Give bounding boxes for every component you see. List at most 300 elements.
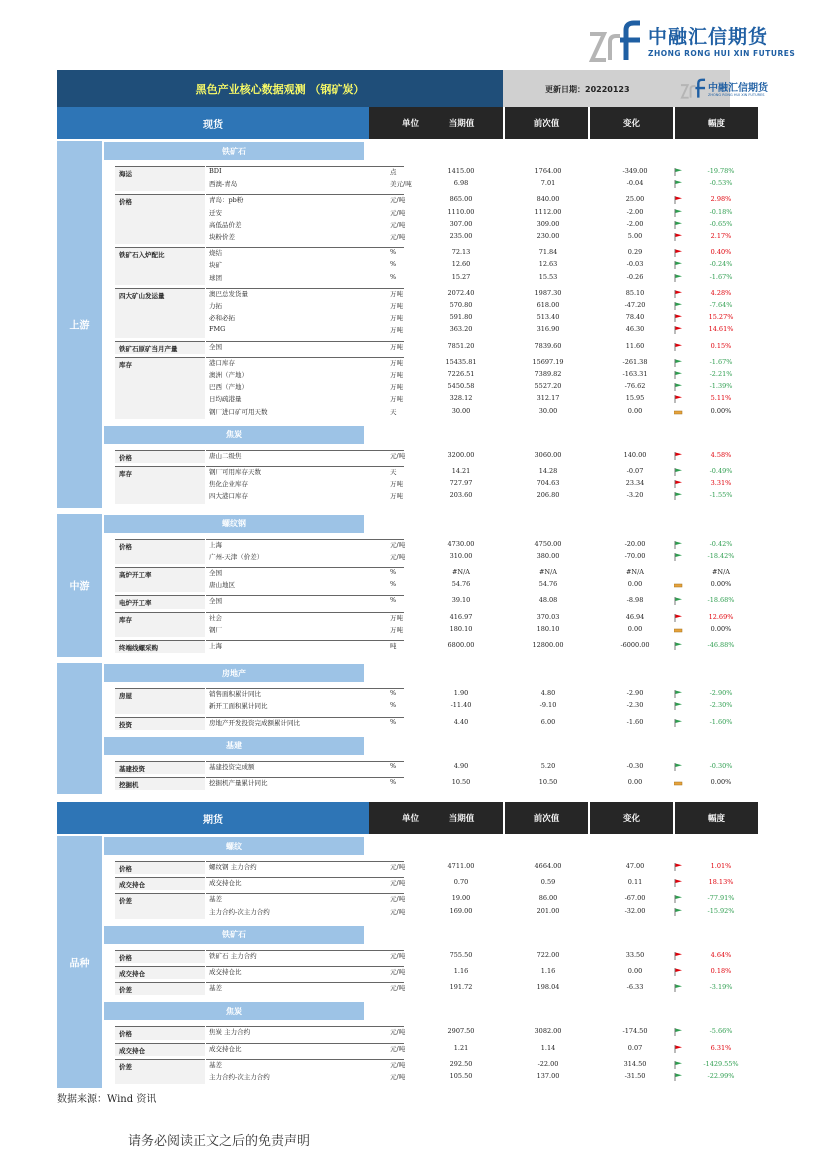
- row-unit: %: [390, 568, 397, 576]
- row-name: 上海: [209, 642, 222, 650]
- table-row: [206, 777, 759, 789]
- row-pct: -1.67%: [709, 272, 733, 281]
- row-change: -0.26: [626, 272, 644, 281]
- row-pct: 0.15%: [710, 341, 732, 350]
- side-category-label: 中游: [69, 581, 90, 593]
- row-previous: 7839.60: [534, 341, 562, 350]
- row-current: 235.00: [449, 232, 473, 240]
- row-previous: 198.04: [536, 983, 560, 992]
- row-change: -0.30: [626, 761, 644, 770]
- row-name: 全国: [209, 597, 222, 606]
- table-row: [206, 207, 759, 219]
- row-name: 主力合约-次主力合约: [209, 1073, 270, 1081]
- group-label: [115, 1043, 205, 1056]
- row-previous: 1112.00: [534, 207, 562, 216]
- row-change: 23.34: [625, 479, 645, 488]
- row-unit: %: [390, 248, 397, 257]
- flag-down-icon: [674, 690, 683, 698]
- brand-name-cn: 中融汇信期货: [648, 26, 769, 48]
- row-change: 85.10: [625, 288, 645, 297]
- row-unit: 万吨: [390, 342, 403, 351]
- column-header-previous: 前次值: [505, 802, 588, 834]
- row-change: 78.40: [625, 313, 645, 322]
- row-previous: 1.16: [540, 967, 556, 975]
- row-unit: 万吨: [390, 625, 403, 634]
- side-category: [57, 836, 102, 1088]
- row-current: 2072.40: [447, 288, 475, 297]
- row-name: 基差: [209, 1060, 222, 1069]
- row-pct: 18.13%: [708, 878, 734, 887]
- row-change: 11.60: [625, 341, 645, 350]
- row-name: 钢厂进口矿可用天数: [209, 407, 268, 416]
- row-pct: -3.19%: [709, 983, 733, 992]
- section-title: 焦炭: [104, 1002, 364, 1020]
- row-previous: 14.28: [538, 467, 558, 475]
- row-pct: 14.61%: [708, 325, 734, 334]
- flag-down-icon: [674, 1073, 683, 1081]
- row-name: 基建投资完成额: [209, 762, 255, 771]
- row-pct: 0.00%: [710, 778, 732, 786]
- row-name: 钢厂可用库存天数: [209, 468, 261, 476]
- flag-down-icon: [674, 597, 683, 605]
- row-previous: 54.76: [538, 580, 558, 589]
- table-row: [206, 247, 759, 259]
- row-change: -70.00: [624, 551, 646, 560]
- group-label: [115, 688, 205, 713]
- row-previous: 15.53: [538, 272, 558, 281]
- table-row: [206, 761, 759, 773]
- row-current: 6800.00: [447, 641, 475, 649]
- row-name: 成交持仓比: [209, 879, 242, 888]
- table-row: [206, 312, 759, 324]
- flag-down-icon: [674, 261, 683, 269]
- row-unit: 元/吨: [390, 951, 406, 960]
- row-name: 基差: [209, 895, 222, 904]
- row-change: -2.00: [626, 207, 644, 216]
- row-previous: 722.00: [536, 950, 560, 959]
- row-pct: 0.00%: [710, 624, 732, 633]
- group-label: [115, 450, 205, 463]
- flag-down-icon: [674, 371, 683, 379]
- row-change: 0.29: [627, 248, 643, 257]
- row-pct: 0.00%: [710, 580, 732, 589]
- row-unit: 元/吨: [390, 552, 406, 561]
- row-unit: 万吨: [390, 371, 403, 379]
- group-label: [115, 761, 205, 774]
- row-change: 0.00: [627, 624, 643, 633]
- group-label-text: 成交持仓: [119, 881, 145, 890]
- flag-up-icon: [674, 395, 683, 403]
- row-change: 314.50: [623, 1059, 647, 1068]
- row-unit: 万吨: [390, 383, 403, 392]
- row-change: -6.33: [626, 983, 644, 992]
- flag-down-icon: [674, 984, 683, 992]
- row-change: -67.00: [624, 894, 646, 903]
- section-title: 铁矿石: [104, 926, 364, 944]
- row-current: 14.21: [451, 467, 471, 475]
- group-label-text: 价差: [119, 986, 132, 995]
- table-row: [206, 567, 759, 579]
- group-label-text: 价格: [119, 1030, 132, 1039]
- row-current: 15.27: [451, 272, 471, 281]
- row-unit: 点: [390, 168, 397, 176]
- row-current: 19.00: [451, 894, 471, 903]
- group-label: [115, 861, 205, 874]
- row-unit: %: [390, 778, 397, 786]
- row-name: 广州-天津（价差）: [209, 552, 264, 561]
- row-unit: 元/吨: [390, 984, 406, 993]
- row-previous: 4750.00: [534, 539, 562, 548]
- row-previous: 1.14: [540, 1043, 556, 1052]
- row-pct: -1.55%: [709, 491, 733, 500]
- row-pct: -1.60%: [709, 717, 733, 726]
- mini-brand-name-cn: 中融汇信期货: [708, 83, 768, 94]
- row-pct: -0.53%: [709, 179, 733, 188]
- mini-brand-logo: [680, 76, 768, 102]
- group-label: [115, 539, 205, 564]
- row-unit: 元/吨: [390, 208, 406, 217]
- row-current: 30.00: [451, 406, 471, 415]
- flag-down-icon: [674, 274, 683, 282]
- row-current: 0.70: [453, 878, 469, 887]
- flag-up-icon: [674, 326, 683, 334]
- group-label-text: 铁矿石入炉配比: [119, 251, 165, 260]
- row-current: #N/A: [451, 568, 471, 576]
- row-current: 416.97: [449, 612, 473, 621]
- row-previous: 86.00: [538, 894, 558, 903]
- row-previous: 704.63: [536, 479, 560, 488]
- column-header-pct: 幅度: [675, 802, 758, 834]
- flag-up-icon: [674, 968, 683, 976]
- row-pct: 0.18%: [710, 967, 732, 975]
- row-name: 基差: [209, 984, 222, 993]
- row-change: 46.30: [625, 325, 645, 334]
- group-label-text: 价格: [119, 453, 132, 462]
- row-previous: 12800.00: [532, 641, 564, 649]
- row-name: BDI: [209, 167, 222, 175]
- row-change: 46.94: [625, 612, 645, 621]
- column-header-change: 变化: [590, 107, 673, 139]
- row-name: 全国: [209, 342, 222, 351]
- table-row: [206, 466, 759, 478]
- row-current: 865.00: [449, 195, 473, 204]
- row-name: 全国: [209, 569, 222, 577]
- column-header-unit: 单位: [369, 107, 452, 139]
- row-current: 5450.58: [447, 382, 475, 391]
- row-current: 727.97: [449, 479, 473, 488]
- row-previous: 48.08: [538, 596, 558, 605]
- row-change: -20.00: [624, 539, 646, 548]
- flag-up-icon: [674, 952, 683, 960]
- row-previous: 30.00: [538, 406, 558, 415]
- group-label-text: 房屋: [119, 692, 132, 701]
- brand-logo: [588, 20, 796, 64]
- flag-down-icon: [674, 492, 683, 500]
- row-change: 140.00: [623, 450, 647, 459]
- row-current: 180.10: [449, 624, 473, 633]
- row-pct: 12.69%: [708, 612, 734, 621]
- row-current: 6.98: [453, 179, 469, 188]
- row-unit: 元/吨: [390, 1060, 406, 1069]
- table-header: [57, 107, 759, 139]
- row-pct: -0.30%: [709, 761, 733, 770]
- row-pct: -19.78%: [707, 167, 735, 175]
- row-current: 4.90: [453, 761, 469, 770]
- group-label: [115, 595, 205, 608]
- row-previous: 513.40: [536, 313, 560, 322]
- row-previous: -9.10: [539, 701, 557, 710]
- row-unit: 元/吨: [390, 879, 406, 888]
- group-label-text: 铁矿石原矿当月产量: [119, 344, 178, 353]
- row-current: 591.80: [449, 313, 473, 322]
- group-label: [115, 877, 205, 890]
- group-label: [115, 612, 205, 637]
- table-row: [206, 551, 759, 563]
- row-current: 4711.00: [447, 862, 475, 870]
- table-row: [206, 219, 759, 231]
- row-current: 105.50: [449, 1072, 473, 1080]
- title-bar: [57, 70, 759, 107]
- section-title: 基建: [104, 737, 364, 755]
- flag-up-icon: [674, 863, 683, 871]
- flag-down-icon: [674, 383, 683, 391]
- row-change: -0.04: [626, 179, 644, 188]
- mini-brand-mark-icon: [680, 78, 706, 100]
- row-change: -0.07: [626, 467, 644, 475]
- side-category-label: 上游: [69, 320, 90, 332]
- side-category-label: 品种: [69, 958, 90, 970]
- table-row: [206, 490, 759, 502]
- row-name: 高低品价差: [209, 220, 242, 229]
- group-label-text: 库存: [119, 470, 132, 478]
- section-title: 焦炭: [104, 426, 364, 444]
- row-current: 54.76: [451, 580, 471, 589]
- flag-down-icon: [674, 553, 683, 561]
- row-current: 191.72: [449, 983, 473, 992]
- group-label: [115, 717, 205, 730]
- row-change: 0.11: [627, 878, 643, 887]
- row-change: -76.62: [624, 382, 646, 391]
- row-previous: 312.17: [536, 394, 560, 403]
- flag-up-icon: [674, 290, 683, 298]
- group-label: [115, 166, 205, 191]
- brand-mark-icon: [588, 20, 642, 64]
- row-pct: 4.28%: [710, 288, 732, 297]
- row-unit: 万吨: [390, 613, 403, 622]
- table-row: [206, 700, 759, 712]
- row-pct: -2.30%: [709, 701, 733, 710]
- row-pct: -0.18%: [709, 207, 733, 216]
- row-unit: 美元/吨: [390, 180, 412, 189]
- row-change: -47.20: [624, 301, 646, 309]
- group-label: [115, 966, 205, 979]
- table-row: [206, 324, 759, 336]
- row-pct: -77.91%: [707, 894, 735, 903]
- flag-up-icon: [674, 452, 683, 460]
- table-row: [206, 893, 759, 905]
- row-pct: -18.68%: [707, 596, 735, 605]
- row-pct: -0.65%: [709, 219, 733, 228]
- row-previous: -22.00: [537, 1059, 559, 1068]
- table-row: [206, 717, 759, 729]
- group-label: [115, 288, 205, 338]
- group-label: [115, 950, 205, 963]
- row-previous: 1987.30: [534, 288, 562, 297]
- table-row: [206, 1071, 759, 1083]
- table-row: [206, 539, 759, 551]
- row-name: 块矿: [209, 261, 222, 270]
- row-pct: 5.11%: [710, 394, 732, 403]
- flag-down-icon: [674, 468, 683, 476]
- row-unit: %: [390, 689, 397, 698]
- flag-down-icon: [674, 763, 683, 771]
- table-row: [206, 906, 759, 918]
- group-label-text: 海运: [119, 170, 132, 178]
- row-unit: 元/吨: [390, 907, 406, 916]
- row-unit: %: [390, 761, 397, 770]
- table-row: [206, 393, 759, 405]
- row-change: 0.07: [627, 1043, 643, 1052]
- row-change: -163.31: [622, 370, 648, 378]
- row-previous: 206.80: [536, 491, 560, 500]
- row-change: 0.00: [627, 967, 643, 975]
- flag-up-icon: [674, 879, 683, 887]
- row-unit: 万吨: [390, 395, 403, 404]
- row-current: 310.00: [449, 551, 473, 560]
- row-change: #N/A: [625, 568, 645, 576]
- row-unit: %: [390, 717, 397, 726]
- table-row: [206, 259, 759, 271]
- row-change: 0.00: [627, 778, 643, 786]
- row-change: -6000.00: [620, 641, 650, 649]
- row-unit: 元/吨: [390, 451, 406, 460]
- row-change: -2.30: [626, 701, 644, 710]
- flag-down-icon: [674, 168, 683, 176]
- row-unit: 万吨: [390, 314, 403, 323]
- row-unit: 元/吨: [390, 968, 406, 976]
- row-pct: 3.31%: [710, 479, 732, 488]
- row-current: 1.21: [453, 1043, 469, 1052]
- group-label-text: 价差: [119, 897, 132, 906]
- column-header-change: 变化: [590, 802, 673, 834]
- row-pct: -1429.55%: [703, 1059, 739, 1068]
- group-label-text: 成交持仓: [119, 1046, 145, 1055]
- row-unit: 万吨: [390, 358, 403, 367]
- row-previous: 5.20: [540, 761, 556, 770]
- table-row: [206, 231, 759, 243]
- row-name: 社会: [209, 613, 222, 622]
- row-name: 港口库存: [209, 358, 235, 367]
- row-name: 块粉价差: [209, 233, 235, 241]
- row-previous: 370.03: [536, 612, 560, 621]
- row-change: 15.95: [625, 394, 645, 403]
- flat-bar-icon: [674, 581, 683, 589]
- row-unit: %: [390, 701, 397, 710]
- row-unit: 元/吨: [390, 1073, 406, 1081]
- row-pct: -1.39%: [709, 382, 733, 391]
- group-label-text: 价格: [119, 865, 132, 873]
- row-current: 292.50: [449, 1059, 473, 1068]
- row-change: -0.03: [626, 260, 644, 269]
- row-pct: -2.90%: [709, 689, 733, 698]
- row-name: 迁安: [209, 208, 222, 217]
- table-row: [206, 1059, 759, 1071]
- row-previous: 201.00: [536, 906, 560, 915]
- row-unit: 元/吨: [390, 895, 406, 904]
- row-change: -2.90: [626, 689, 644, 698]
- row-current: 72.13: [451, 248, 471, 257]
- row-name: 新开工面积累计同比: [209, 702, 268, 711]
- table-section-title: 期货: [57, 802, 369, 834]
- row-current: 1.90: [453, 689, 469, 698]
- row-unit: 元/吨: [390, 1044, 406, 1053]
- row-previous: 7.01: [540, 179, 556, 188]
- row-name: 球团: [209, 273, 222, 282]
- table-header: [57, 802, 759, 834]
- group-label: [115, 357, 205, 419]
- row-pct: #N/A: [711, 568, 731, 576]
- group-label-text: 基建投资: [119, 764, 145, 773]
- table-row: [206, 166, 759, 178]
- row-change: -1.60: [626, 717, 644, 726]
- row-current: 570.80: [449, 301, 473, 309]
- table-row: [206, 966, 759, 978]
- group-label: [115, 1059, 205, 1084]
- row-current: 12.60: [451, 260, 471, 269]
- row-name: 房地产开发投资完成额累计同比: [209, 718, 300, 727]
- row-change: 0.00: [627, 580, 643, 589]
- report-title: 黑色产业核心数据观测 （钢矿炭）: [57, 70, 503, 107]
- group-label-text: 价格: [119, 198, 132, 207]
- table-row: [206, 579, 759, 591]
- row-current: 328.12: [449, 394, 473, 403]
- row-pct: -15.92%: [707, 906, 735, 915]
- row-name: 成交持仓比: [209, 968, 242, 976]
- brand-name-en: ZHONG RONG HUI XIN FUTURES: [648, 49, 796, 58]
- table-row: [206, 369, 759, 381]
- flat-bar-icon: [674, 626, 683, 634]
- row-current: -11.40: [450, 701, 472, 710]
- row-name: 焦化企业库存: [209, 480, 248, 489]
- row-previous: 0.59: [540, 878, 556, 887]
- row-name: 挖掘机产量累计同比: [209, 779, 268, 787]
- row-pct: 0.40%: [710, 248, 732, 257]
- section-title: 铁矿石: [104, 142, 364, 160]
- flag-down-icon: [674, 180, 683, 188]
- row-pct: 0.00%: [710, 406, 732, 415]
- row-previous: 3060.00: [534, 450, 562, 459]
- row-unit: 万吨: [390, 480, 403, 489]
- row-pct: -46.88%: [707, 641, 735, 649]
- group-label-text: 终端线螺采购: [119, 644, 158, 652]
- group-label-text: 价差: [119, 1062, 132, 1071]
- row-pct: 4.58%: [710, 450, 732, 459]
- table-row: [206, 950, 759, 962]
- row-pct: 15.27%: [708, 313, 734, 322]
- row-previous: 4.80: [540, 689, 556, 698]
- group-label-text: 库存: [119, 615, 132, 624]
- row-name: 日均疏港量: [209, 395, 242, 404]
- column-header-previous: 前次值: [505, 107, 588, 139]
- row-unit: 元/吨: [390, 220, 406, 229]
- group-label-text: 成交持仓: [119, 970, 145, 978]
- row-pct: -22.99%: [707, 1072, 735, 1080]
- row-unit: 元/吨: [390, 863, 406, 871]
- mini-brand-name-en: ZHONG RONG HUI XIN FUTURES: [708, 93, 765, 97]
- row-pct: -18.42%: [707, 551, 735, 560]
- group-label-text: 四大矿山发运量: [119, 291, 165, 300]
- row-current: 15435.81: [445, 357, 477, 366]
